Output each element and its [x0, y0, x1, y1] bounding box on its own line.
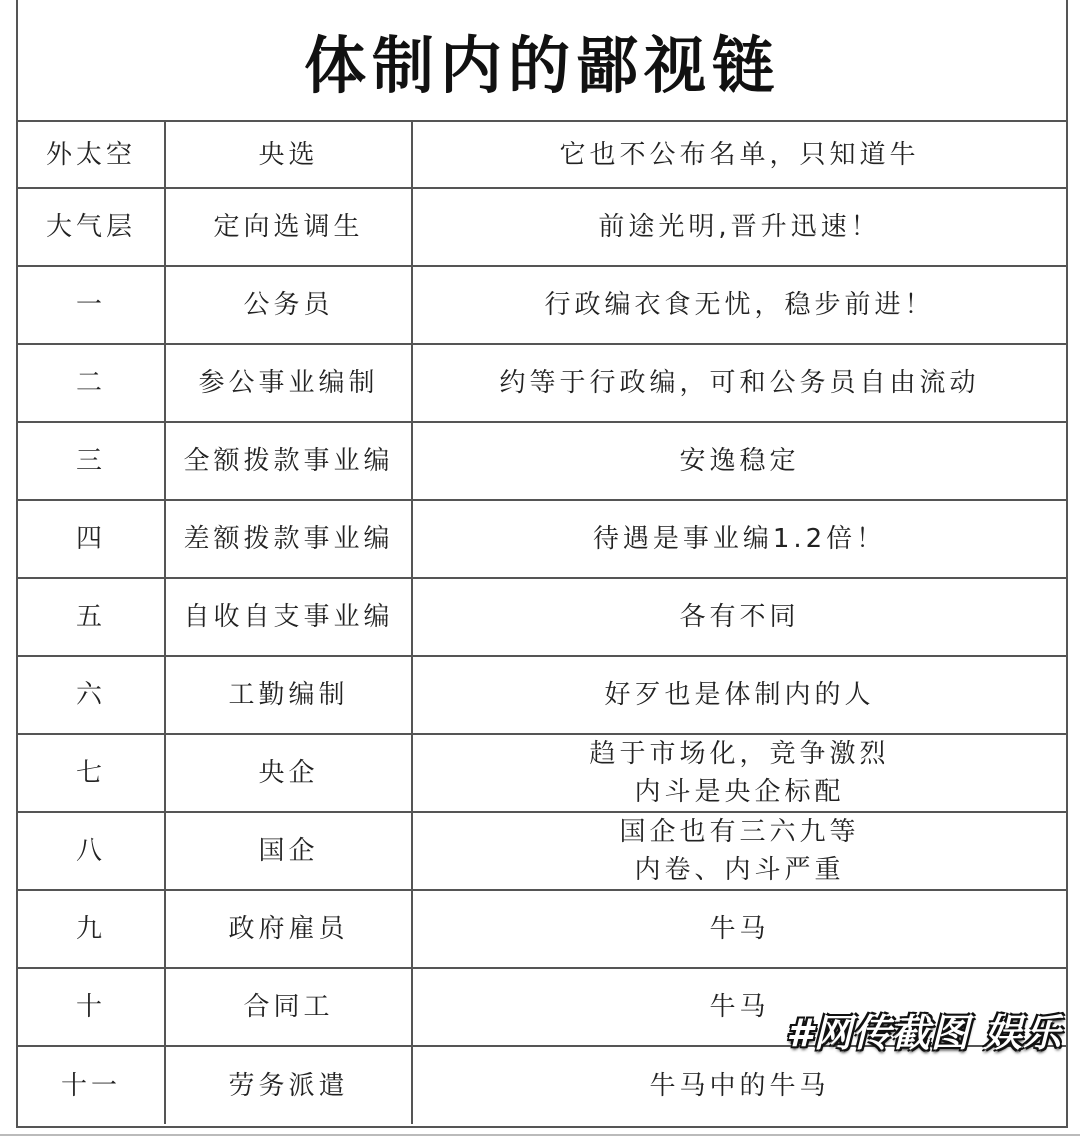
description-line: 牛马	[709, 992, 770, 1022]
table-row	[18, 578, 1066, 656]
description-line: 趋于市场化，竞争激烈	[589, 739, 890, 769]
description-line: 约等于行政编，可和公务员自由流动	[499, 368, 980, 398]
description-line: 内斗是央企标配	[634, 777, 845, 807]
rank-cell: 六	[18, 656, 165, 734]
position-cell: 公务员	[165, 266, 412, 344]
position-cell: 劳务派遣	[165, 1046, 412, 1124]
position-cell: 参公事业编制	[165, 344, 412, 422]
position-cell: 差额拨款事业编	[165, 500, 412, 578]
description-cell	[412, 578, 1066, 656]
table-row	[18, 188, 1066, 266]
description-cell	[412, 500, 1066, 578]
description-cell	[412, 734, 1066, 812]
position-cell: 合同工	[165, 968, 412, 1046]
table-row	[18, 500, 1066, 578]
rank-cell: 九	[18, 890, 165, 968]
description-line: 它也不公布名单，只知道牛	[559, 139, 920, 170]
position-cell: 国企	[165, 812, 412, 890]
table-row	[18, 1046, 1066, 1124]
description-line: 牛马	[709, 914, 770, 944]
description-line: 行政编衣食无忧，稳步前进！	[544, 290, 935, 320]
watermark-text: #网传截图 娱乐	[786, 1011, 1062, 1055]
description-cell	[412, 122, 1066, 188]
rank-cell: 十一	[18, 1046, 165, 1124]
description-cell	[412, 422, 1066, 500]
rank-cell: 五	[18, 578, 165, 656]
rank-cell: 十	[18, 968, 165, 1046]
table-row	[18, 812, 1066, 890]
description-line: 待遇是事业编1.2倍！	[592, 524, 887, 554]
description-cell	[412, 1046, 1066, 1124]
table-row	[18, 344, 1066, 422]
rank-cell: 七	[18, 734, 165, 812]
rank-cell: 外太空	[18, 122, 165, 188]
table-row	[18, 656, 1066, 734]
position-cell: 定向选调生	[165, 188, 412, 266]
description-line: 好歹也是体制内的人	[604, 680, 875, 710]
position-cell: 政府雇员	[165, 890, 412, 968]
position-cell: 全额拨款事业编	[165, 422, 412, 500]
rank-cell: 二	[18, 344, 165, 422]
rank-cell: 大气层	[18, 188, 165, 266]
rank-cell: 四	[18, 500, 165, 578]
description-line: 牛马中的牛马	[649, 1070, 830, 1101]
table-row	[18, 266, 1066, 344]
description-cell	[412, 812, 1066, 890]
rank-cell: 八	[18, 812, 165, 890]
description-line: 各有不同	[679, 602, 800, 632]
description-cell	[412, 890, 1066, 968]
description-line: 国企也有三六九等	[619, 817, 860, 847]
description-cell	[412, 344, 1066, 422]
description-cell	[412, 188, 1066, 266]
ranking-table	[18, 122, 1066, 1124]
description-line: 前途光明,晋升迅速！	[598, 212, 881, 242]
table-sheet	[16, 0, 1068, 1128]
table-row	[18, 890, 1066, 968]
position-cell: 央选	[165, 122, 412, 188]
description-cell	[412, 266, 1066, 344]
description-line: 内卷、内斗严重	[634, 855, 845, 885]
rank-cell: 一	[18, 266, 165, 344]
description-cell	[412, 656, 1066, 734]
rank-cell: 三	[18, 422, 165, 500]
position-cell: 工勤编制	[165, 656, 412, 734]
table-row	[18, 734, 1066, 812]
table-row	[18, 122, 1066, 188]
page-title: 体制内的鄙视链	[18, 0, 1066, 122]
position-cell: 央企	[165, 734, 412, 812]
divider	[0, 1134, 1080, 1136]
table-row	[18, 422, 1066, 500]
description-line: 安逸稳定	[679, 446, 800, 476]
position-cell: 自收自支事业编	[165, 578, 412, 656]
